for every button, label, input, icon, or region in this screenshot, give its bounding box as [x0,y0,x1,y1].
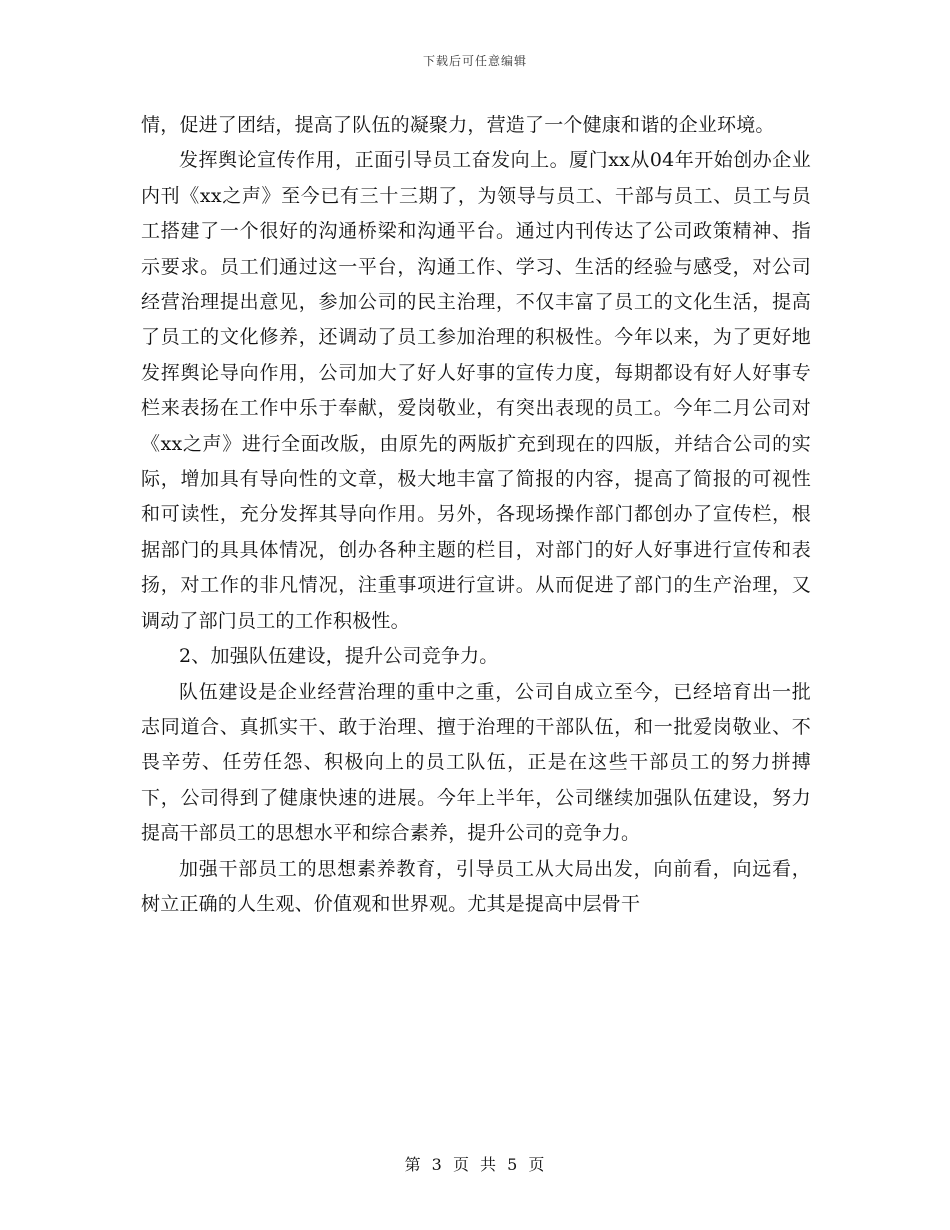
page-header-note: 下载后可任意编辑 [422,54,527,68]
paragraph-2: 发挥舆论宣传作用，正面引导员工奋发向上。厦门xx从04年开始创办企业内刊《xx之声》至今已有三十三期了，为领导与员工、干部与员工、员工与员工搭建了一个很好的沟通桥梁和沟通平台。通过内刊传达了公司政策精神、指示要求。员工们通过这一平台，沟通工作、学习、生活的经验与感受，对公司经营治理提出意见，参加公司的民主治理，不仅丰富了员工的文化生活，提高了员工的文化修养，还调动了员工参加治理的积极性。今年以来，为了更好地发挥舆论导向作用，公司加大了好人好事的宣传力度，每期都设有好人好事专栏来表扬在工作中乐于奉献，爱岗敬业，有突出表现的员工。今年二月公司对《xx之声》进行全面改版，由原先的两版扩充到现在的四版，并结合公司的实际，增加具有导向性的文章，极大地丰富了简报的内容，提高了简报的可视性和可读性，充分发挥其导向作用。另外，各现场操作部门都创办了宣传栏，根据部门的具具体情况，创办各种主题的栏目，对部门的好人好事进行宣传和表扬，对工作的非凡情况，注重事项进行宣讲。从而促进了部门的生产治理，又调动了部门员工的工作积极性。 [141,149,811,632]
section-heading: 2、加强队伍建设，提升公司竞争力。 [179,645,499,668]
paragraph-3: 队伍建设是企业经营治理的重中之重，公司自成立至今，已经培育出一批志同道合、真抓实干、敢于治理、擅于治理的干部队伍，和一批爱岗敬业、不畏辛劳、任劳任怨、积极向上的员工队伍，正是在这些干部员工的努力拼搏下，公司得到了健康快速的进展。今年上半年，公司继续加强队伍建设，努力提高干部员工的思想水平和综合素养，提升公司的竞争力。 [141,680,811,845]
document-body [141,108,811,922]
paragraph-1: 情，促进了团结，提高了队伍的凝聚力，营造了一个健康和谐的企业环境。 [141,114,775,136]
page-number: 第 3 页 共 5 页 [404,1155,546,1174]
paragraph-4: 加强干部员工的思想素养教育，引导员工从大局出发，向前看，向远看，树立正确的人生观、价值观和世界观。尤其是提高中层骨干 [141,857,811,915]
